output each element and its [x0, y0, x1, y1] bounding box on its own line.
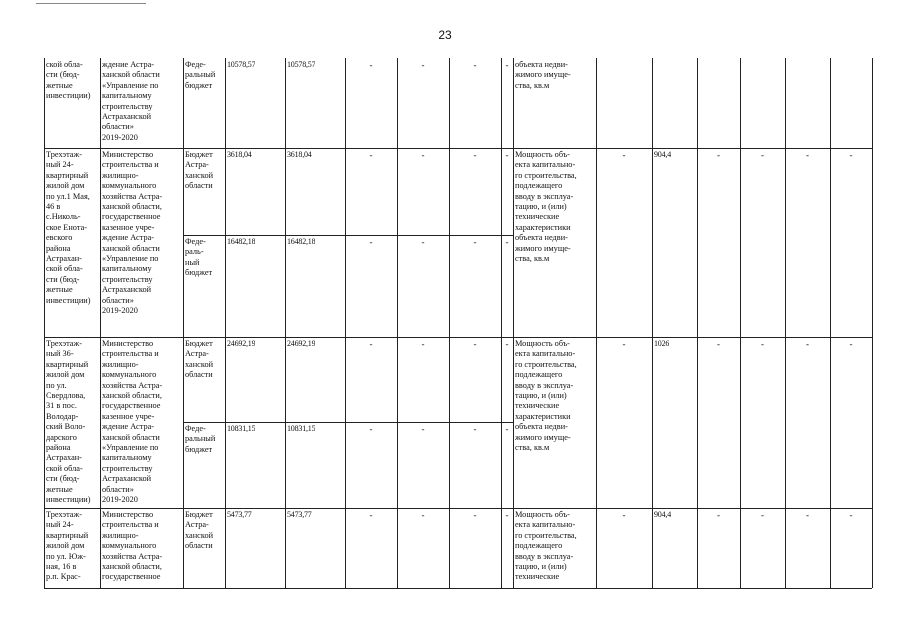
indicator-cell-line: екта капитально- [515, 160, 576, 170]
indicator-cell-line: подлежащего [515, 541, 563, 551]
customer-cell [102, 510, 181, 583]
empty-value-dash: - [369, 150, 373, 160]
empty-value-dash: - [505, 424, 509, 434]
empty-value-dash: - [505, 150, 509, 160]
funding-source-cell-line: Бюджет [185, 150, 213, 159]
indicator-cell-line: подлежащего [515, 370, 563, 380]
object-name-cell-line: р.п. Крас- [46, 572, 81, 582]
funding-source-cell-line: Феде- [185, 60, 206, 69]
funding-year-cell: 10578,57 [287, 60, 316, 69]
object-name-cell-line: по ул. Юж- [46, 551, 86, 561]
funding-source-cell-line: бюджет [185, 80, 213, 90]
empty-value-dash: - [473, 60, 477, 70]
indicator-cell-line: жимого имуще- [515, 243, 571, 253]
customer-cell-line: строительству [102, 274, 153, 284]
funding-source-cell [185, 237, 223, 279]
customer-cell-line: казенное учре- [102, 411, 155, 421]
indicator-cell-line: подлежащего [515, 181, 563, 191]
customer-cell-line: строительства и [102, 349, 159, 359]
indicator-cell-line: екта капитально- [515, 349, 576, 359]
customer-cell-line: хозяйства Астра- [102, 551, 163, 561]
empty-value-dash: - [761, 510, 764, 520]
customer-cell-line: Министерство [102, 510, 154, 519]
customer-cell-line: 2019-2020 [102, 495, 138, 505]
empty-value-dash: - [421, 150, 425, 160]
funding-source-cell-line: Бюджет [185, 339, 213, 348]
customer-cell-line: жилищно- [102, 530, 139, 540]
empty-value-dash: - [806, 510, 809, 520]
customer-cell-line: ждение Астра- [102, 233, 155, 243]
indicator-cell-line: жимого имуще- [515, 70, 571, 80]
indicator-cell-line: Мощность объ- [515, 510, 570, 519]
indicator-cell-line: Мощность объ- [515, 339, 570, 348]
funding-year-cell: 16482,18 [287, 237, 316, 246]
indicator-cell-line: вводу в эксплуа- [515, 551, 574, 561]
object-name-cell [46, 150, 98, 306]
empty-value-dash: - [421, 510, 425, 520]
indicator-cell-line: технические [515, 401, 560, 411]
funding-total-cell: 24692,19 [227, 339, 256, 348]
object-name-cell-line: ской обла- [46, 60, 83, 69]
indicator-value-cell: 904,4 [654, 510, 672, 519]
indicator-cell [515, 60, 594, 91]
customer-cell-line: Астраханской [102, 285, 152, 295]
indicator-cell-line: тацию, и (или) [515, 562, 567, 572]
object-name-cell-line: ная, 16 в [46, 562, 77, 572]
customer-cell [102, 339, 181, 506]
empty-value-dash: - [717, 150, 720, 160]
customer-cell-line: хозяйства Астра- [102, 380, 163, 390]
customer-cell-line: Министерство [102, 150, 154, 159]
object-name-cell-line: сти (бюд- [46, 274, 80, 284]
object-name-cell-line: жетные [46, 285, 73, 295]
grid-horizontal-line [44, 588, 872, 589]
customer-cell-line: ханской области, [102, 391, 162, 401]
object-name-cell-line: жетные [46, 484, 73, 494]
object-name-cell-line: инвестиции) [46, 295, 91, 305]
funding-source-cell-line: раль- [185, 247, 204, 257]
object-name-cell [46, 339, 98, 506]
customer-cell-line: Астраханской [102, 112, 152, 122]
object-name-cell-line: евского [46, 233, 73, 243]
object-name-cell [46, 510, 98, 583]
object-name-cell-line: сти (бюд- [46, 474, 80, 484]
customer-cell-line: ждение Астра- [102, 60, 155, 69]
object-name-cell-line: с.Николь- [46, 212, 81, 222]
funding-source-cell-line: ханской [185, 359, 214, 369]
customer-cell-line: Министерство [102, 339, 154, 348]
object-name-cell-line: 46 в [46, 202, 61, 212]
object-name-cell-line: района [46, 443, 71, 453]
indicator-cell [515, 339, 594, 453]
customer-cell-line: области» [102, 295, 134, 305]
empty-value-dash: - [473, 237, 477, 247]
empty-value-dash: - [505, 510, 509, 520]
customer-cell-line: Астраханской [102, 474, 152, 484]
customer-cell-line: «Управление по [102, 80, 159, 90]
object-name-cell-line: района [46, 243, 71, 253]
customer-cell-line: жилищно- [102, 359, 139, 369]
indicator-cell-line: го строительства, [515, 170, 577, 180]
funding-source-cell [185, 150, 223, 192]
object-name-cell-line: Астрахан- [46, 254, 82, 264]
indicator-value-cell: 1026 [654, 339, 670, 348]
empty-value-dash: - [849, 510, 853, 520]
object-name-cell-line: дарского [46, 432, 77, 442]
customer-cell-line: коммунального [102, 541, 157, 551]
object-name-cell-line: Трехэтаж- [46, 339, 82, 348]
funding-total-cell: 3618,04 [227, 150, 252, 159]
empty-value-dash: - [369, 60, 373, 70]
customer-cell-line: 2019-2020 [102, 306, 138, 316]
funding-source-cell [185, 424, 223, 455]
customer-cell-line: капитальному [102, 453, 152, 463]
empty-value-dash: - [849, 150, 853, 160]
empty-value-dash: - [505, 339, 509, 349]
customer-cell-line: «Управление по [102, 443, 159, 453]
indicator-cell-line: объекта недви- [515, 60, 568, 69]
customer-cell-line: государственное [102, 572, 161, 582]
customer-cell-line: строительству [102, 463, 153, 473]
funding-source-cell-line: области [185, 370, 213, 380]
empty-value-dash: - [473, 510, 477, 520]
customer-cell-line: хозяйства Астра- [102, 191, 163, 201]
indicator-cell [515, 150, 594, 264]
empty-value-dash: - [473, 424, 477, 434]
funding-source-cell-line: ральный [185, 70, 216, 80]
object-name-cell-line: квартирный [46, 530, 89, 540]
object-name-cell-line: Трехэтаж- [46, 150, 82, 159]
funding-source-cell-line: бюджет [185, 444, 213, 454]
indicator-cell-line: вводу в эксплуа- [515, 191, 574, 201]
indicator-cell-line: жимого имуще- [515, 432, 571, 442]
empty-value-dash: - [369, 424, 373, 434]
customer-cell-line: жилищно- [102, 170, 139, 180]
empty-value-dash: - [369, 339, 373, 349]
customer-cell-line: области» [102, 484, 134, 494]
object-name-cell-line: ской обла- [46, 264, 83, 274]
object-name-cell-line: инвестиции) [46, 91, 91, 101]
grid-vertical-line [872, 58, 873, 588]
grid-horizontal-line [183, 422, 513, 423]
object-name-cell-line: Астрахан- [46, 453, 82, 463]
customer-cell-line: капитальному [102, 264, 152, 274]
indicator-cell-line: ства, кв.м [515, 443, 550, 453]
indicator-cell-line: объекта недви- [515, 233, 568, 243]
indicator-cell-line: го строительства, [515, 359, 577, 369]
object-name-cell-line: Трехэтаж- [46, 510, 82, 519]
funding-year-cell: 3618,04 [287, 150, 312, 159]
customer-cell-line: строительству [102, 101, 153, 111]
empty-value-dash: - [421, 424, 425, 434]
indicator-cell-line: ства, кв.м [515, 254, 550, 264]
empty-value-dash: - [473, 150, 477, 160]
object-name-cell [46, 60, 98, 102]
indicator-cell-line: ства, кв.м [515, 80, 550, 90]
indicator-cell-line: технические [515, 572, 560, 582]
empty-value-dash: - [806, 339, 809, 349]
customer-cell-line: строительства и [102, 520, 159, 530]
customer-cell-line: ханской области [102, 70, 160, 80]
funding-source-cell-line: Бюджет [185, 510, 213, 519]
empty-value-dash: - [849, 339, 853, 349]
indicator-value-cell: 904,4 [654, 150, 672, 159]
object-name-cell-line: жилой дом [46, 181, 85, 191]
empty-value-dash: - [717, 339, 720, 349]
funding-source-cell-line: ральный [185, 434, 216, 444]
empty-value-dash: - [421, 237, 425, 247]
customer-cell-line: ждение Астра- [102, 422, 155, 432]
funding-source-cell-line: Астра- [185, 160, 209, 170]
grid-horizontal-line [44, 508, 872, 509]
funding-source-cell-line: Астра- [185, 520, 209, 530]
grid-horizontal-line [44, 148, 872, 149]
indicator-cell-line: характеристики [515, 411, 571, 421]
funding-year-cell: 24692,19 [287, 339, 316, 348]
object-name-cell-line: жилой дом [46, 541, 85, 551]
object-name-cell-line: ный 24- [46, 520, 74, 530]
indicator-cell-line: го строительства, [515, 530, 577, 540]
empty-value-dash: - [369, 510, 373, 520]
customer-cell-line: коммунального [102, 181, 157, 191]
customer-cell-line: ханской области [102, 243, 160, 253]
empty-value-dash: - [717, 510, 720, 520]
funding-source-cell-line: Астра- [185, 349, 209, 359]
header-rule [36, 3, 146, 4]
indicator-cell-line: вводу в эксплуа- [515, 380, 574, 390]
customer-cell [102, 60, 181, 143]
customer-cell-line: коммунального [102, 370, 157, 380]
funding-total-cell: 10578,57 [227, 60, 256, 69]
empty-value-dash: - [421, 339, 425, 349]
customer-cell-line: строительства и [102, 160, 159, 170]
grid-horizontal-line [183, 235, 513, 236]
object-name-cell-line: ский Воло- [46, 422, 86, 432]
empty-value-dash: - [505, 237, 509, 247]
empty-value-dash: - [505, 60, 509, 70]
empty-value-dash: - [369, 237, 373, 247]
funding-source-cell-line: Феде- [185, 424, 206, 433]
object-name-cell-line: ской обла- [46, 463, 83, 473]
funding-source-cell-line: Феде- [185, 237, 206, 246]
funding-source-cell-line: ханской [185, 530, 214, 540]
funding-source-cell-line: ный [185, 257, 200, 267]
funding-source-cell [185, 60, 223, 91]
funding-source-cell [185, 510, 223, 552]
empty-value-dash: - [421, 60, 425, 70]
empty-value-dash: - [761, 150, 764, 160]
funding-source-cell [185, 339, 223, 381]
object-name-cell-line: квартирный [46, 170, 89, 180]
funding-year-cell: 5473,77 [287, 510, 312, 519]
object-name-cell-line: Свердлова, [46, 391, 86, 401]
grid-horizontal-line [44, 337, 872, 338]
object-name-cell-line: жилой дом [46, 370, 85, 380]
empty-value-dash: - [761, 339, 764, 349]
indicator-cell-line: объекта недви- [515, 422, 568, 432]
customer-cell [102, 150, 181, 317]
object-name-cell-line: ный 24- [46, 160, 74, 170]
object-name-cell-line: жетные [46, 80, 73, 90]
indicator-cell-line: екта капитально- [515, 520, 576, 530]
object-name-cell-line: инвестиции) [46, 495, 91, 505]
indicator-cell-line: Мощность объ- [515, 150, 570, 159]
customer-cell-line: ханской области, [102, 202, 162, 212]
funding-source-cell-line: бюджет [185, 268, 213, 278]
customer-cell-line: ханской области [102, 432, 160, 442]
funding-total-cell: 5473,77 [227, 510, 252, 519]
object-name-cell-line: по ул. [46, 380, 67, 390]
empty-value-dash: - [473, 339, 477, 349]
empty-value-dash: - [622, 339, 626, 349]
object-name-cell-line: квартирный [46, 359, 89, 369]
object-name-cell-line: по ул.1 Мая, [46, 191, 90, 201]
funding-source-cell-line: области [185, 541, 213, 551]
indicator-cell-line: тацию, и (или) [515, 202, 567, 212]
indicator-cell-line: тацию, и (или) [515, 391, 567, 401]
page-number: 23 [438, 28, 452, 42]
funding-total-cell: 10831,15 [227, 424, 256, 433]
object-name-cell-line: ный 36- [46, 349, 74, 359]
funding-source-cell-line: ханской [185, 170, 214, 180]
object-name-cell-line: ское Енота- [46, 222, 88, 232]
customer-cell-line: ханской области, [102, 562, 162, 572]
empty-value-dash: - [622, 150, 626, 160]
object-name-cell-line: Володар- [46, 411, 79, 421]
funding-year-cell: 10831,15 [287, 424, 316, 433]
funding-total-cell: 16482,18 [227, 237, 256, 246]
funding-source-cell-line: области [185, 181, 213, 191]
customer-cell-line: капитальному [102, 91, 152, 101]
customer-cell-line: «Управление по [102, 254, 159, 264]
indicator-cell-line: технические [515, 212, 560, 222]
customer-cell-line: казенное учре- [102, 222, 155, 232]
customer-cell-line: государственное [102, 401, 161, 411]
customer-cell-line: 2019-2020 [102, 132, 138, 142]
empty-value-dash: - [622, 510, 626, 520]
object-name-cell-line: сти (бюд- [46, 70, 80, 80]
customer-cell-line: государственное [102, 212, 161, 222]
empty-value-dash: - [806, 150, 809, 160]
customer-cell-line: области» [102, 122, 134, 132]
indicator-cell-line: характеристики [515, 222, 571, 232]
object-name-cell-line: 31 в пос. [46, 401, 77, 411]
indicator-cell [515, 510, 594, 583]
